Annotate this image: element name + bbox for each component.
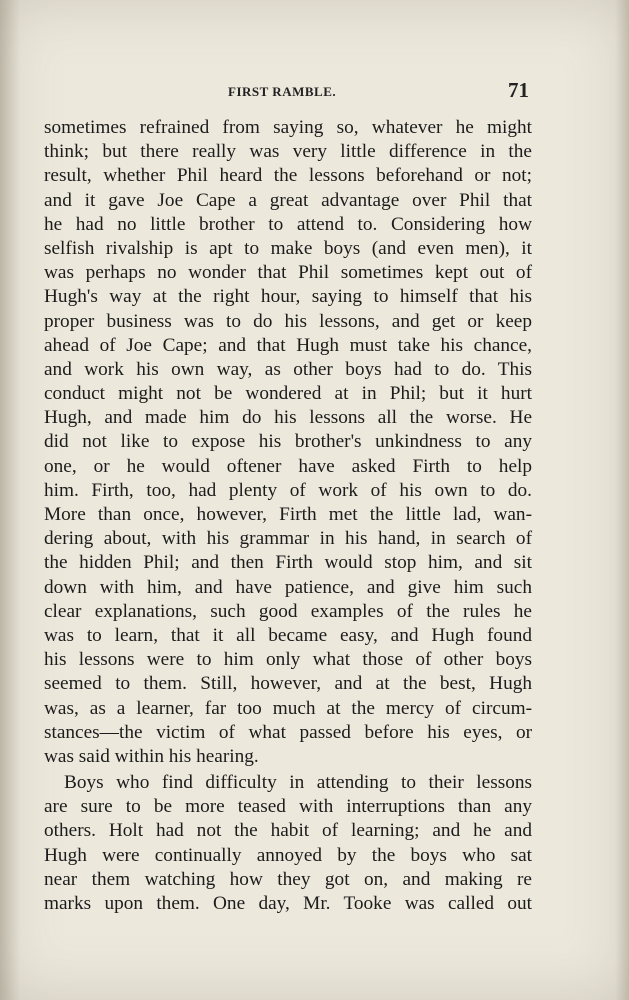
text-line: are sure to be more teased with interruptions than any	[44, 796, 532, 818]
paragraph-end-line: was said within his hearing.	[44, 745, 259, 767]
running-head: FIRST RAMBLE.	[228, 84, 337, 99]
page-edge-shadow	[615, 0, 629, 1000]
text-line: think; but there really was very little difference in the	[44, 141, 532, 163]
text-line: he had no little brother to attend to. Considering how	[44, 213, 532, 235]
text-line: one, or he would oftener have asked Firth to help	[44, 455, 532, 477]
text-line: proper business was to do his lessons, and get or keep	[44, 310, 532, 332]
gutter-shadow	[0, 0, 20, 1000]
page-number: 71	[508, 78, 529, 102]
text-line: sometimes refrained from saying so, whatever he might	[44, 117, 532, 138]
text-line: near them watching how they got on, and making re	[44, 868, 532, 890]
text-line: ahead of Joe Cape; and that Hugh must take his chance,	[44, 334, 532, 356]
text-line: was, as a learner, far too much at the mercy of circum-	[44, 697, 532, 719]
text-line: was to learn, that it all became easy, and Hugh found	[44, 624, 532, 646]
body-text	[44, 116, 532, 916]
text-line: conduct might not be wondered at in Phil; but it hurt	[44, 383, 532, 405]
paragraph-start-line: Boys who find difficulty in attending to their lessons	[64, 772, 532, 794]
text-line: and it gave Joe Cape a great advantage over Phil that	[44, 189, 532, 211]
text-line: Hugh were continually annoyed by the boys who sat	[44, 844, 532, 866]
text-line: selfish rivalship is apt to make boys (and even men), it	[44, 237, 532, 259]
text-line: Hugh's way at the right hour, saying to himself that his	[44, 286, 532, 308]
text-line: seemed to them. Still, however, and at the best, Hugh	[44, 673, 532, 695]
text-line: dering about, with his grammar in his hand, in search of	[44, 528, 532, 550]
text-line: marks upon them. One day, Mr. Tooke was called out	[44, 893, 532, 914]
text-line: others. Holt had not the habit of learning; and he and	[44, 820, 532, 842]
text-line: his lessons were to him only what those of other boys	[44, 649, 532, 671]
text-line: Hugh, and made him do his lessons all the worse. He	[44, 407, 532, 429]
text-line: was perhaps no wonder that Phil sometimes kept out of	[44, 262, 532, 284]
text-line: and work his own way, as other boys had to do. This	[44, 358, 532, 380]
text-line: him. Firth, too, had plenty of work of his own to do.	[44, 479, 532, 501]
page-header	[0, 78, 629, 106]
text-line: down with him, and have patience, and give him such	[44, 576, 532, 598]
text-line: the hidden Phil; and then Firth would stop him, and sit	[44, 552, 532, 574]
text-line: stances—the victim of what passed before his eyes, or	[44, 721, 532, 743]
text-line: More than once, however, Firth met the little lad, wan-	[44, 504, 532, 525]
text-line: result, whether Phil heard the lessons beforehand or not;	[44, 165, 532, 187]
text-line: did not like to expose his brother's unkindness to any	[44, 431, 532, 453]
text-line: clear explanations, such good examples of the rules he	[44, 600, 532, 622]
